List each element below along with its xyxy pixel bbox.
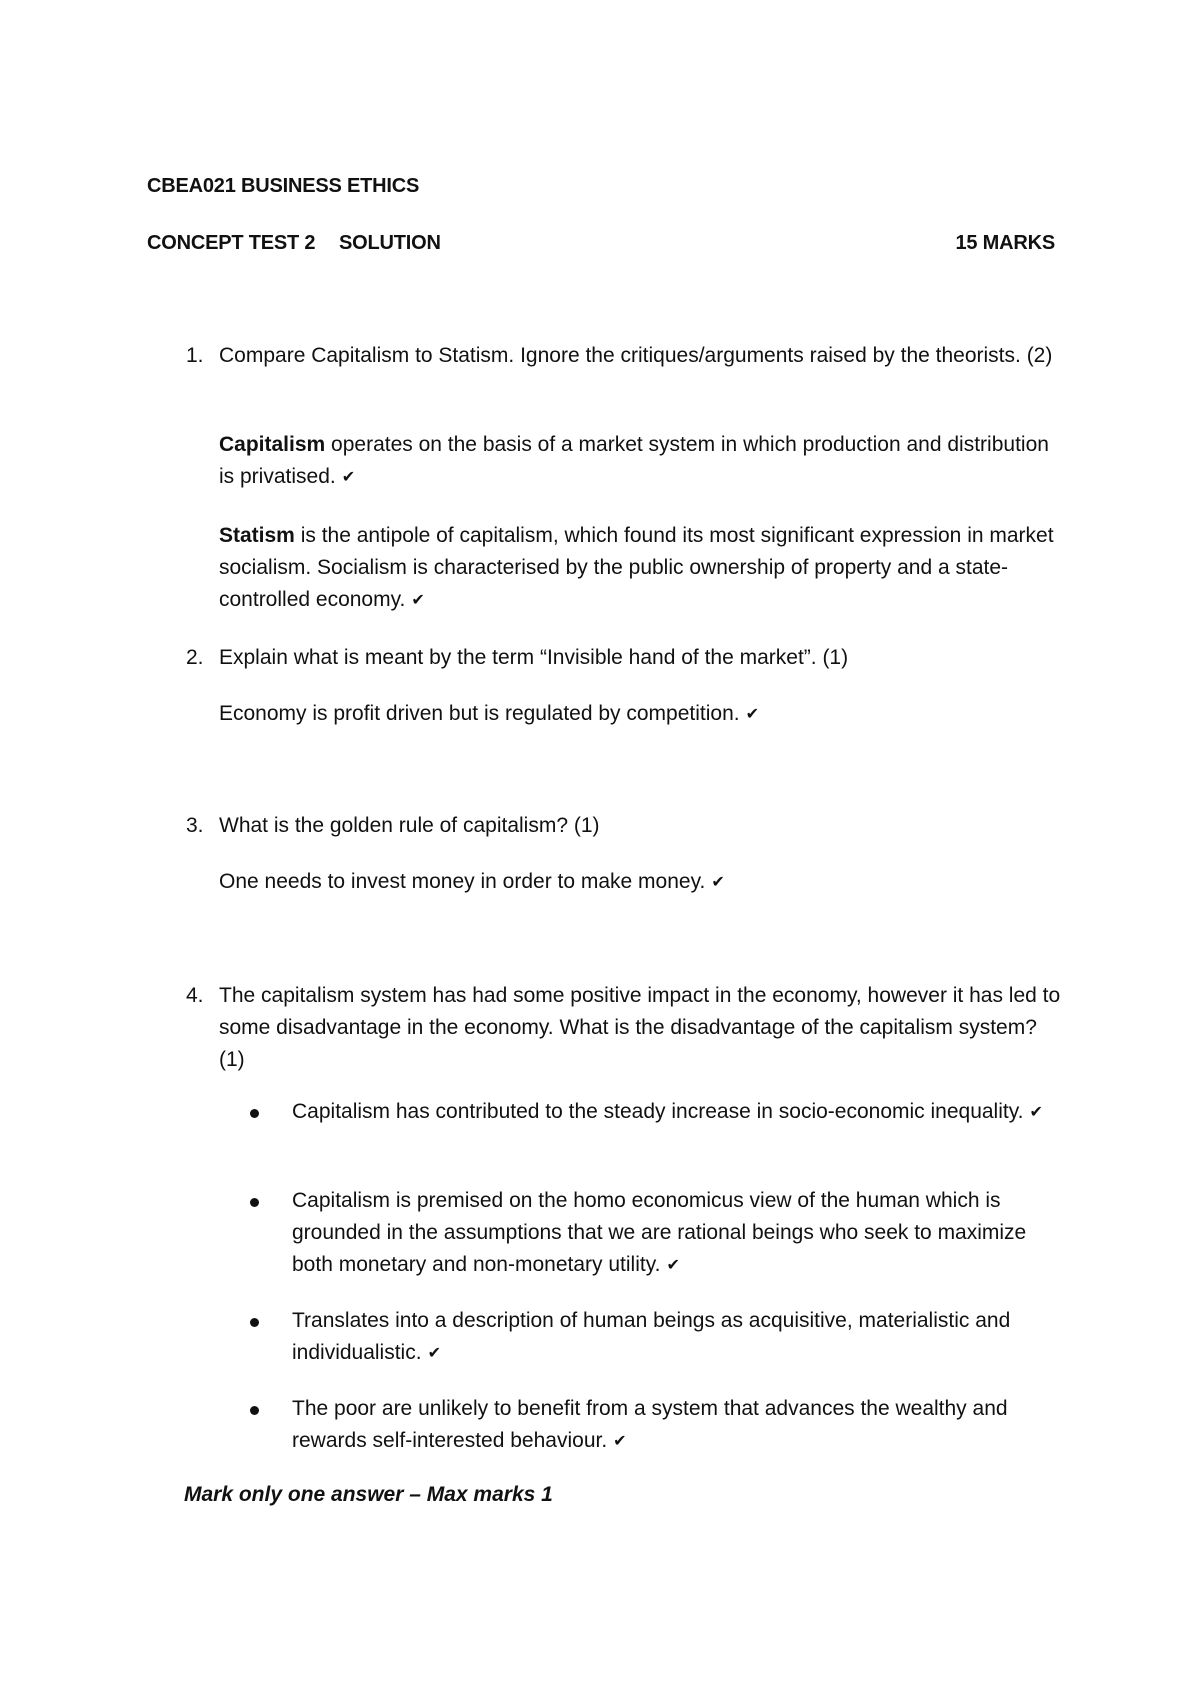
check-mark-icon: ✔ [745,706,759,723]
answer-capitalism [219,429,1059,495]
course-title: CBEA021 BUSINESS ETHICS [147,175,420,197]
bullet-text: Capitalism has contributed to the steady increase in socio-economic inequality. [292,1100,1024,1123]
question-number: 2. [186,646,204,669]
question-text: What is the golden rule of capitalism? (1) [219,814,600,837]
question-text: Explain what is meant by the term “Invisible hand of the market”. (1) [219,646,849,669]
marking-note: Mark only one answer – Max marks 1 [184,1483,553,1506]
check-mark-icon: ✔ [1029,1104,1043,1121]
answer-text: One needs to invest money in order to make money. [219,870,706,893]
answer-golden-rule [219,866,1059,900]
answer-term: Capitalism [219,433,326,456]
check-mark-icon: ✔ [341,469,356,486]
bullet-text: Translates into a description of human beings as acquisitive, materialistic and individualistic. [292,1309,1011,1364]
answer-text: is the antipole of capitalism, which found its most significant expression in market socialism. Socialism is characterised by the public ownership of property and a state-controlled economy. [219,524,1054,611]
question-text: The capitalism system has had some positive impact in the economy, however it has led to some disadvantage in the economy. What is the disadvantage of the capitalism system? (1) [219,984,1061,1071]
question-1 [186,340,1066,372]
question-number: 1. [186,344,204,367]
bullet-icon [250,1406,259,1415]
answer-text: operates on the basis of a market system in which production and distribution is privatised. [219,433,1049,488]
answer-term: Statism [219,524,295,547]
solution-label: SOLUTION [339,232,441,254]
answer-invisible-hand [219,698,1059,732]
list-item [250,1305,1070,1371]
question-number: 4. [186,984,204,1007]
question-2 [186,642,1066,674]
question-3 [186,810,1066,842]
list-item [250,1393,1070,1459]
check-mark-icon: ✔ [411,592,425,609]
check-mark-icon: ✔ [427,1345,441,1362]
total-marks: 15 MARKS [955,232,1055,254]
check-mark-icon: ✔ [711,874,725,891]
list-item [250,1096,1070,1130]
test-title: CONCEPT TEST 2 [147,232,316,254]
check-mark-icon: ✔ [666,1257,680,1274]
answer-text: Economy is profit driven but is regulated by competition. [219,702,740,725]
list-item [250,1185,1070,1283]
bullet-icon [250,1198,259,1207]
test-header [147,227,1055,259]
question-number: 3. [186,814,204,837]
bullet-text: The poor are unlikely to benefit from a system that advances the wealthy and rewards self-interested behaviour. [292,1397,1008,1452]
question-4 [186,980,1066,1076]
question-text: Compare Capitalism to Statism. Ignore the critiques/arguments raised by the theorists. (2) [219,344,1053,367]
check-mark-icon: ✔ [613,1433,627,1450]
answer-statism [219,520,1059,618]
bullet-text: Capitalism is premised on the homo economicus view of the human which is grounded in the assumptions that we are rational beings who seek to maximize both monetary and non-monetary utility. [292,1189,1027,1276]
bullet-icon [250,1318,259,1327]
bullet-icon [250,1109,259,1118]
